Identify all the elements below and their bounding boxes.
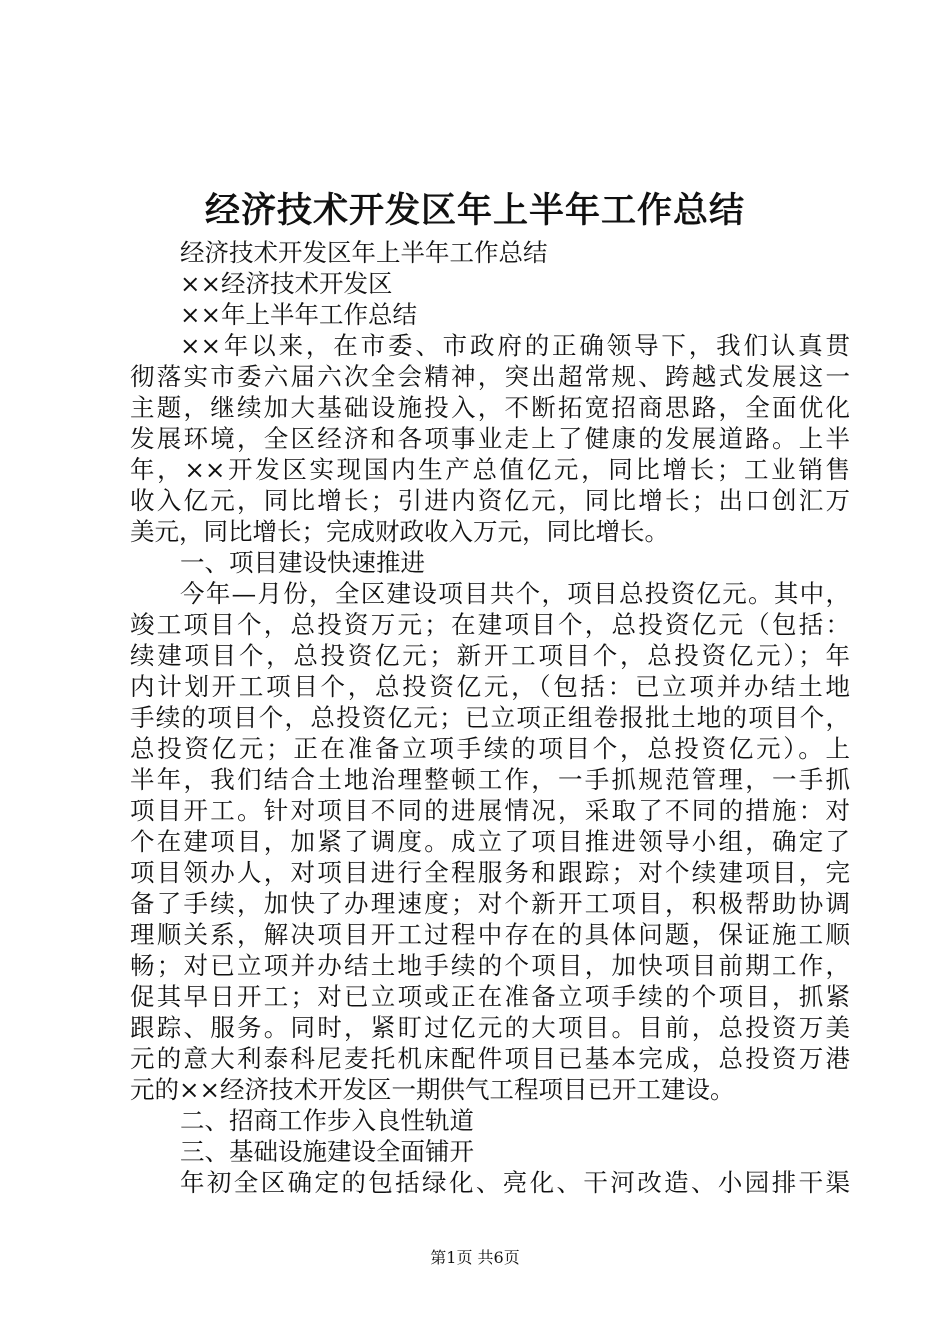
doc-line: 年初全区确定的包括绿化、亮化、干河改造、小园排干渠	[180, 1168, 850, 1197]
doc-line: 彻落实市委六届六次全会精神，突出超常规、跨越式发展这一	[130, 362, 850, 391]
document-title: 经济技术开发区年上半年工作总结	[204, 190, 745, 231]
page-number: 第1页 共6页	[430, 1248, 520, 1267]
doc-line: 年，××开发区实现国内生产总值亿元，同比增长；工业销售	[130, 455, 850, 484]
doc-line: 元的××经济技术开发区一期供气工程项目已开工建设。	[130, 1075, 735, 1104]
section-heading: 一、项目建设快速推进	[180, 548, 425, 577]
doc-line: 美元，同比增长；完成财政收入万元，同比增长。	[130, 517, 669, 546]
doc-line: ××经济技术开发区	[180, 269, 393, 298]
doc-line: 半年，我们结合土地治理整顿工作，一手抓规范管理，一手抓	[130, 765, 850, 794]
section-heading: 二、招商工作步入良性轨道	[180, 1106, 474, 1135]
doc-line: 元的意大利泰科尼麦托机床配件项目已基本完成，总投资万港	[130, 1044, 850, 1073]
doc-line: ××年上半年工作总结	[180, 300, 418, 329]
doc-line: 手续的项目个，总投资亿元；已立项正组卷报批土地的项目个，	[130, 703, 850, 732]
doc-line: ××年以来，在市委、市政府的正确领导下，我们认真贯	[180, 331, 850, 360]
doc-line: 跟踪、服务。同时，紧盯过亿元的大项目。目前，总投资万美	[130, 1013, 850, 1042]
doc-line: 今年—月份，全区建设项目共个，项目总投资亿元。其中，	[180, 579, 850, 608]
doc-line: 竣工项目个，总投资万元；在建项目个，总投资亿元（包括：	[130, 610, 850, 639]
doc-line: 续建项目个，总投资亿元；新开工项目个，总投资亿元）；年	[130, 641, 850, 670]
doc-line: 理顺关系，解决项目开工过程中存在的具体问题，保证施工顺	[130, 920, 850, 949]
doc-line: 项目开工。针对项目不同的进展情况，采取了不同的措施：对	[130, 796, 850, 825]
section-heading: 三、基础设施建设全面铺开	[180, 1137, 474, 1166]
doc-line: 发展环境，全区经济和各项事业走上了健康的发展道路。上半	[130, 424, 850, 453]
doc-line: 个在建项目，加紧了调度。成立了项目推进领导小组，确定了	[130, 827, 850, 856]
doc-line: 畅；对已立项并办结土地手续的个项目，加快项目前期工作，	[130, 951, 850, 980]
doc-line: 促其早日开工；对已立项或正在准备立项手续的个项目，抓紧	[130, 982, 850, 1011]
doc-line: 主题，继续加大基础设施投入，不断拓宽招商思路，全面优化	[130, 393, 850, 422]
doc-line: 总投资亿元；正在准备立项手续的项目个，总投资亿元）。上	[130, 734, 850, 763]
doc-line: 备了手续，加快了办理速度；对个新开工项目，积极帮助协调	[130, 889, 850, 918]
doc-line: 内计划开工项目个，总投资亿元，（包括：已立项并办结土地	[130, 672, 850, 701]
doc-line: 收入亿元，同比增长；引进内资亿元，同比增长；出口创汇万	[130, 486, 850, 515]
doc-line: 项目领办人，对项目进行全程服务和跟踪；对个续建项目，完	[130, 858, 850, 887]
doc-line: 经济技术开发区年上半年工作总结	[180, 238, 548, 267]
